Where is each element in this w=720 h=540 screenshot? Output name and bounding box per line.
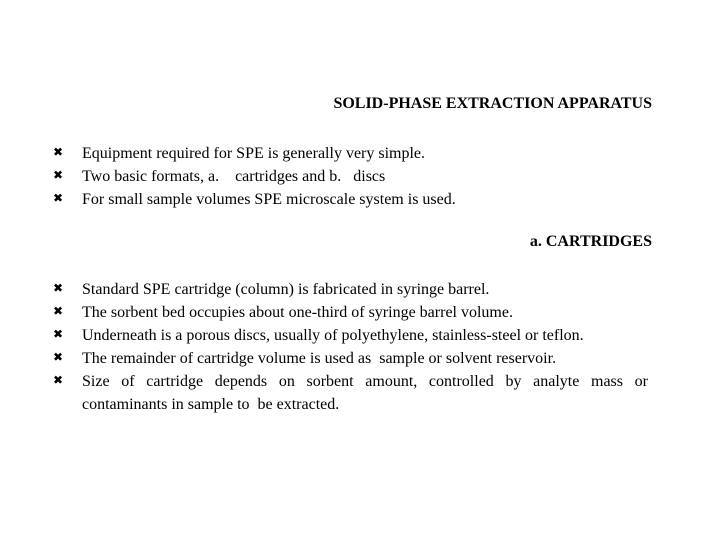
list-item bbox=[0, 301, 648, 324]
list-item-text: Size of cartridge depends on sorbent amount, controlled by analyte mass or contaminants in sample to be extracted. bbox=[82, 373, 652, 413]
list-item-text: The remainder of cartridge volume is used as sample or solvent reservoir. bbox=[82, 350, 557, 367]
x-mark-bullet-icon: ✖ bbox=[53, 281, 64, 295]
cartridge-bullet-list bbox=[0, 278, 720, 416]
x-mark-bullet-icon: ✖ bbox=[53, 145, 64, 159]
x-mark-bullet-icon: ✖ bbox=[53, 350, 64, 364]
list-item bbox=[0, 370, 652, 416]
list-item bbox=[0, 347, 648, 370]
x-mark-bullet-icon: ✖ bbox=[53, 373, 64, 387]
list-item-text: For small sample volumes SPE microscale system is used. bbox=[82, 191, 456, 208]
list-item-text: Standard SPE cartridge (column) is fabricated in syringe barrel. bbox=[82, 281, 490, 298]
list-item-text: The sorbent bed occupies about one-third of syringe barrel volume. bbox=[82, 304, 513, 321]
list-item-text: Equipment required for SPE is generally very simple. bbox=[82, 145, 426, 162]
list-item bbox=[0, 278, 648, 301]
intro-bullet-list bbox=[0, 142, 720, 211]
x-mark-bullet-icon: ✖ bbox=[53, 191, 64, 205]
list-item-text: Underneath is a porous discs, usually of polyethylene, stainless-steel or teflon. bbox=[82, 327, 584, 344]
x-mark-bullet-icon: ✖ bbox=[53, 168, 64, 182]
x-mark-bullet-icon: ✖ bbox=[53, 304, 64, 318]
list-item bbox=[0, 165, 648, 188]
list-item bbox=[0, 188, 648, 211]
slide-title: SOLID-PHASE EXTRACTION APPARATUS bbox=[333, 95, 652, 112]
x-mark-bullet-icon: ✖ bbox=[53, 327, 64, 341]
section-heading: a. CARTRIDGES bbox=[529, 233, 652, 250]
list-item bbox=[0, 324, 648, 347]
list-item bbox=[0, 142, 648, 165]
list-item-text: Two basic formats, a. cartridges and b. discs bbox=[82, 168, 386, 185]
